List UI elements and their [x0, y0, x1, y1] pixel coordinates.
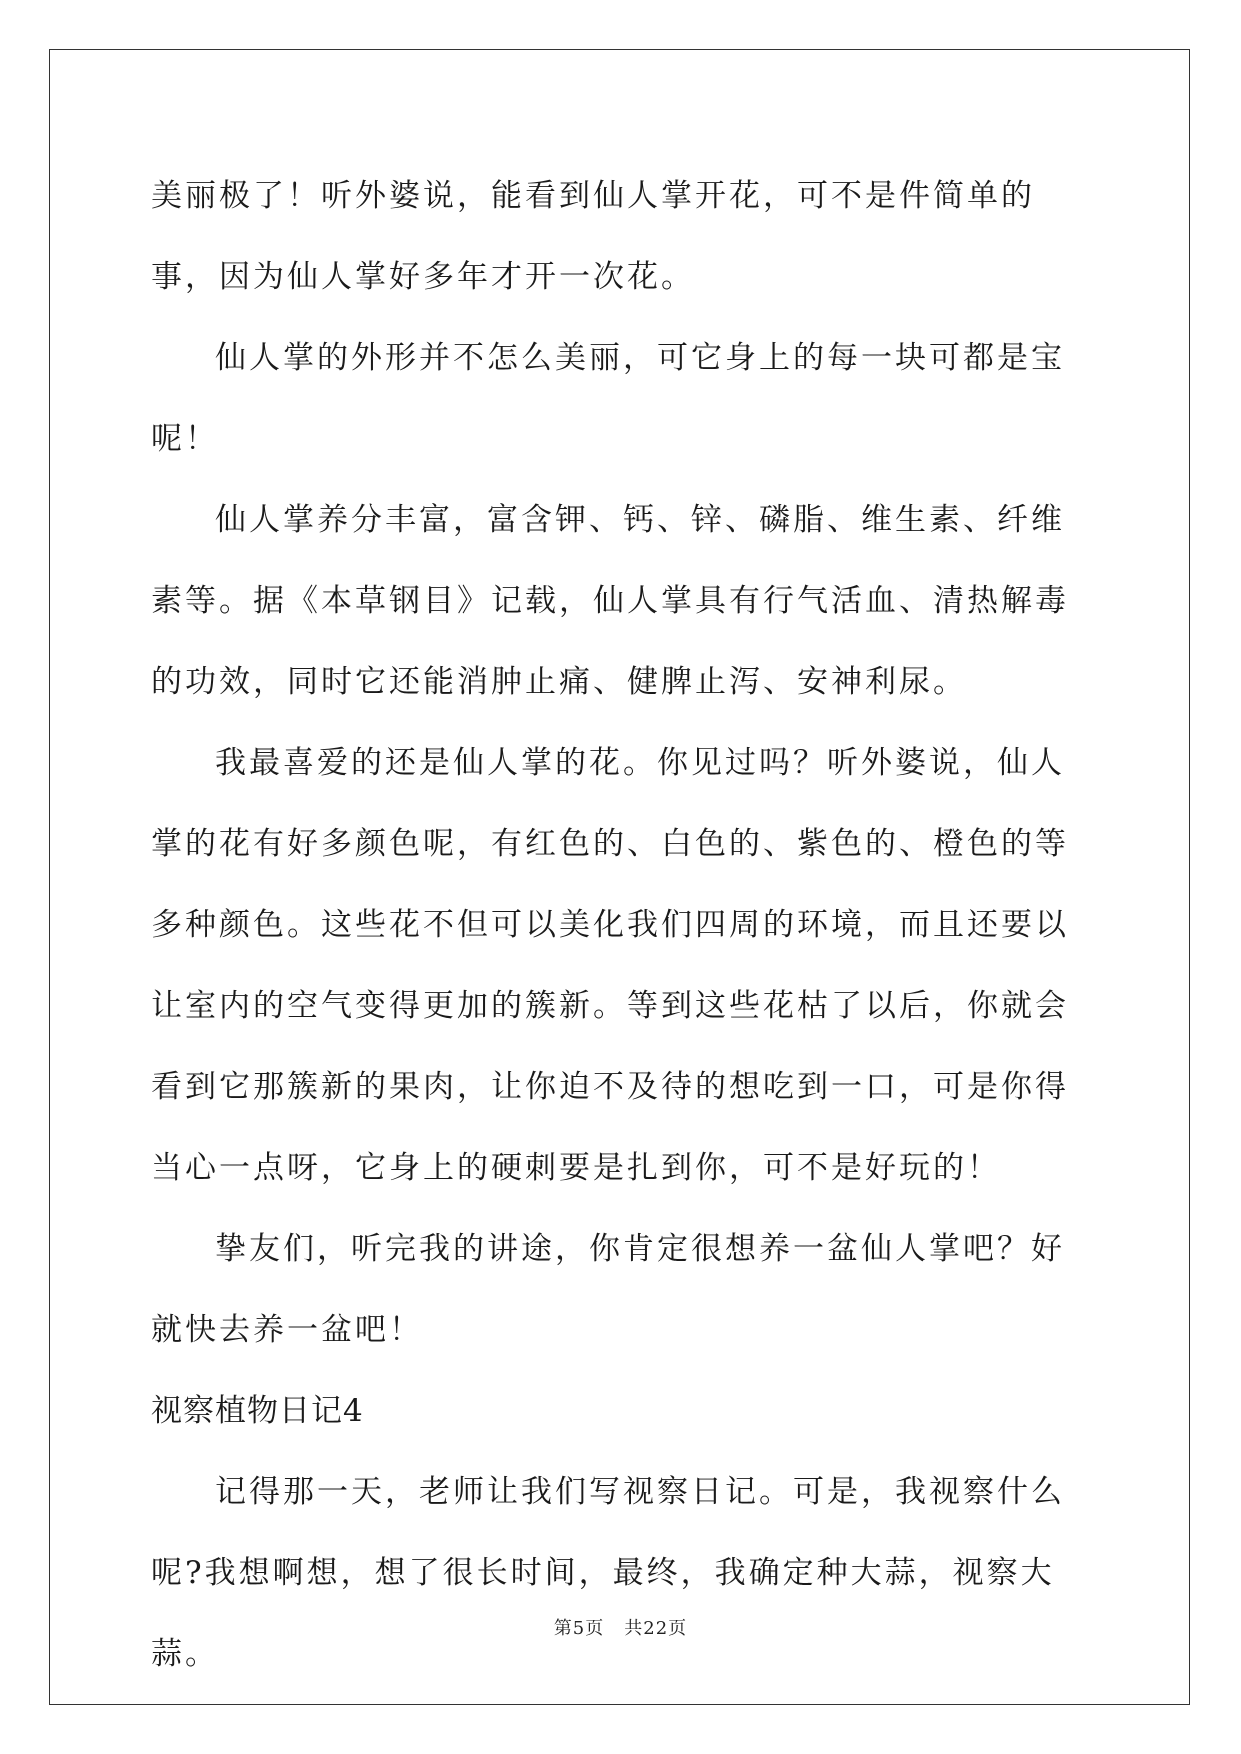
- paragraph: 仙人掌的外形并不怎么美丽，可它身上的每一块可都是宝呢！: [151, 340, 1065, 457]
- page-number: 第5页: [553, 1618, 605, 1639]
- page-footer: [0, 1614, 1241, 1640]
- paragraph: 我最喜爱的还是仙人掌的花。你见过吗？听外婆说，仙人掌的花有好多颜色呢，有红色的、白色的、紫色的、橙色的等多种颜色。这些花不但可以美化我们四周的环境，而且还要以让室内的空气变得更加的簇新。等到这些花枯了以后，你就会看到它那簇新的果肉，让你迫不及待的想吃到一口，可是你得当心一点呀，它身上的硬刺要是扎到你，可不是好玩的！: [151, 745, 1069, 1186]
- paragraph: 记得那一天，老师让我们写视察日记。可是，我视察什么呢?我想啊想，想了很长时间，最终，我确定种大蒜，视察大蒜。: [151, 1474, 1065, 1672]
- paragraph: 仙人掌养分丰富，富含钾、钙、锌、磷脂、维生素、纤维素等。据《本草钢目》记载，仙人掌具有行气活血、清热解毒的功效，同时它还能消肿止痛、健脾止泻、安神利尿。: [151, 502, 1069, 700]
- paragraph-continuation: 美丽极了！听外婆说，能看到仙人掌开花，可不是件简单的事，因为仙人掌好多年才开一次花。: [151, 178, 1035, 295]
- document-body: [151, 156, 1091, 1695]
- page-total: 共22页: [624, 1618, 688, 1639]
- section-heading: 视察植物日记4: [151, 1393, 364, 1429]
- paragraph: 挚友们，听完我的讲途，你肯定很想养一盆仙人掌吧？好就快去养一盆吧！: [151, 1231, 1065, 1348]
